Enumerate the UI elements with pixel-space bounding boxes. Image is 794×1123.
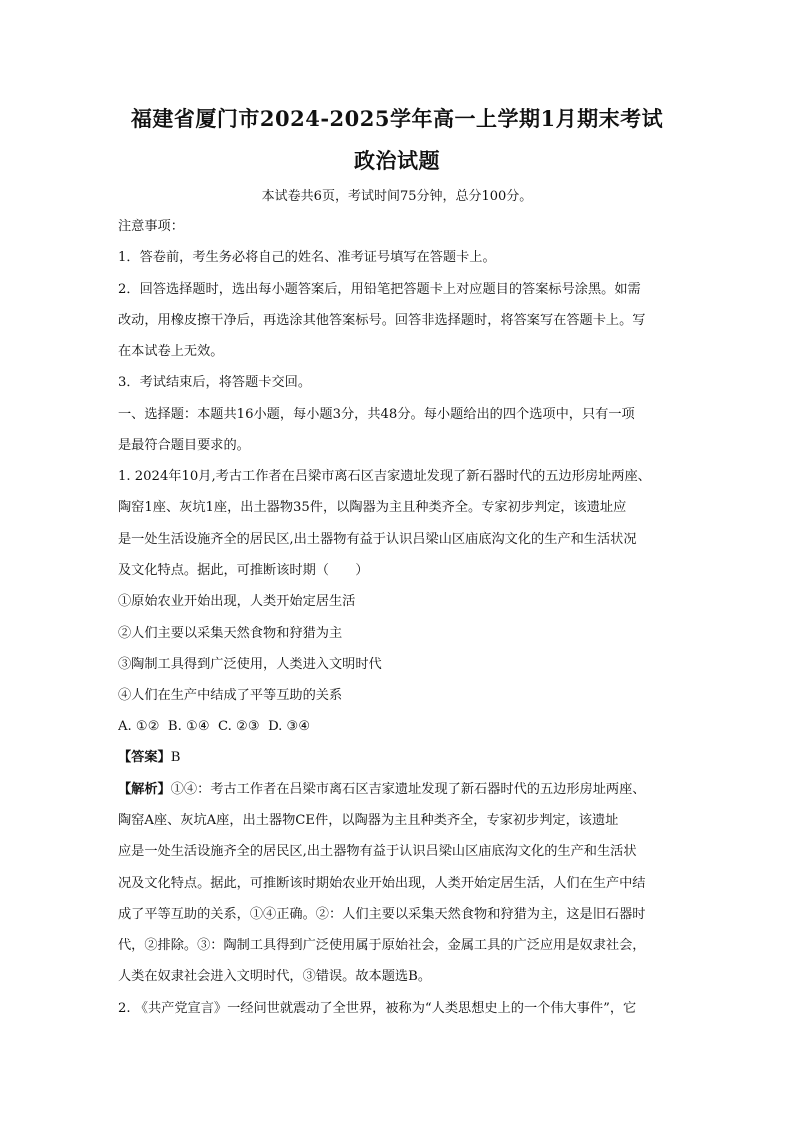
notice-line: 在本试卷上无效。 xyxy=(118,344,224,359)
notice-line: 3．考试结束后，将答题卡交回。 xyxy=(118,375,312,390)
question-stem: 及文化特点。据此，可推断该时期（ ） xyxy=(118,563,369,578)
answer-label: 【答案】 xyxy=(118,750,171,765)
exam-info: 本试卷共6页，考试时间75分钟，总分100分。 xyxy=(261,189,533,204)
page-title: 福建省厦门市2024-2025学年高一上学期1月期末考试 xyxy=(130,106,664,131)
question-stem: 1. 2024年10月,考古工作者在吕梁市离石区吉家遗址发现了新石器时代的五边形房址两座、 xyxy=(118,469,651,484)
question-statement: ④人们在生产中结成了平等互助的关系 xyxy=(118,688,343,703)
question-statement: ②人们主要以采集天然食物和狩猎为主 xyxy=(118,626,343,641)
analysis-row xyxy=(118,780,678,800)
analysis-text: 况及文化特点。据此，可推断该时期始农业开始出现，人类开始定居生活，人们在生产中结 xyxy=(118,876,646,891)
notice-heading: 注意事项： xyxy=(118,219,184,234)
analysis-label: 【解析】 xyxy=(118,782,171,797)
question-stem: 是一处生活设施齐全的居民区,出土器物有益于认识吕梁山区庙底沟文化的生产和生活状况 xyxy=(118,532,637,547)
question-statement: ③陶制工具得到广泛使用，人类进入文明时代 xyxy=(118,657,382,672)
analysis-text: 成了平等互助的关系，①④正确。②：人们主要以采集天然食物和狩猎为主，这是旧石器时 xyxy=(118,907,646,922)
analysis-text: ①④：考古工作者在吕梁市离石区吉家遗址发现了新石器时代的五边形房址两座、 xyxy=(170,782,646,797)
question-stem: 陶窑1座、灰坑1座，出土器物35件，以陶器为主且种类齐全。专家初步判定，该遗址应 xyxy=(118,500,627,515)
analysis-text: 应是一处生活设施齐全的居民区,出土器物有益于认识吕梁山区庙底沟文化的生产和生活状 xyxy=(118,844,637,859)
page-subtitle: 政治试题 xyxy=(354,148,440,173)
notice-line: 1．答卷前，考生务必将自己的姓名、准考证号填写在答题卡上。 xyxy=(118,250,496,265)
analysis-text: 陶窑A座、灰坑A座，出土器物CE件，以陶器为主且种类齐全，专家初步判定，该遗址 xyxy=(118,813,619,828)
analysis-text: 人类在奴隶社会进入文明时代，③错误。故本题选B。 xyxy=(118,969,432,984)
section-heading-cont: 是最符合题目要求的。 xyxy=(118,438,250,453)
question-stem: 2. 《共产党宣言》一经问世就震动了全世界，被称为“人类思想史上的一个伟大事件”，它 xyxy=(118,1001,637,1016)
answer-options: A. ①② B. ①④ C. ②③ D. ③④ xyxy=(118,719,311,734)
analysis-text: 代，②排除。③：陶制工具得到广泛使用属于原始社会，金属工具的广泛应用是奴隶社会， xyxy=(118,938,646,953)
question-statement: ①原始农业开始出现，人类开始定居生活 xyxy=(118,594,356,609)
notice-line: 改动，用橡皮擦干净后，再选涂其他答案标号。回答非选择题时，将答案写在答题卡上。写 xyxy=(118,313,646,328)
notice-line: 2．回答选择题时，选出每小题答案后，用铅笔把答题卡上对应题目的答案标号涂黑。如需 xyxy=(118,282,641,297)
section-heading: 一、选择题：本题共16小题，每小题3分，共48分。每小题给出的四个选项中，只有一项 xyxy=(118,407,635,422)
answer-value: B xyxy=(170,750,181,765)
answer-row xyxy=(118,748,678,768)
